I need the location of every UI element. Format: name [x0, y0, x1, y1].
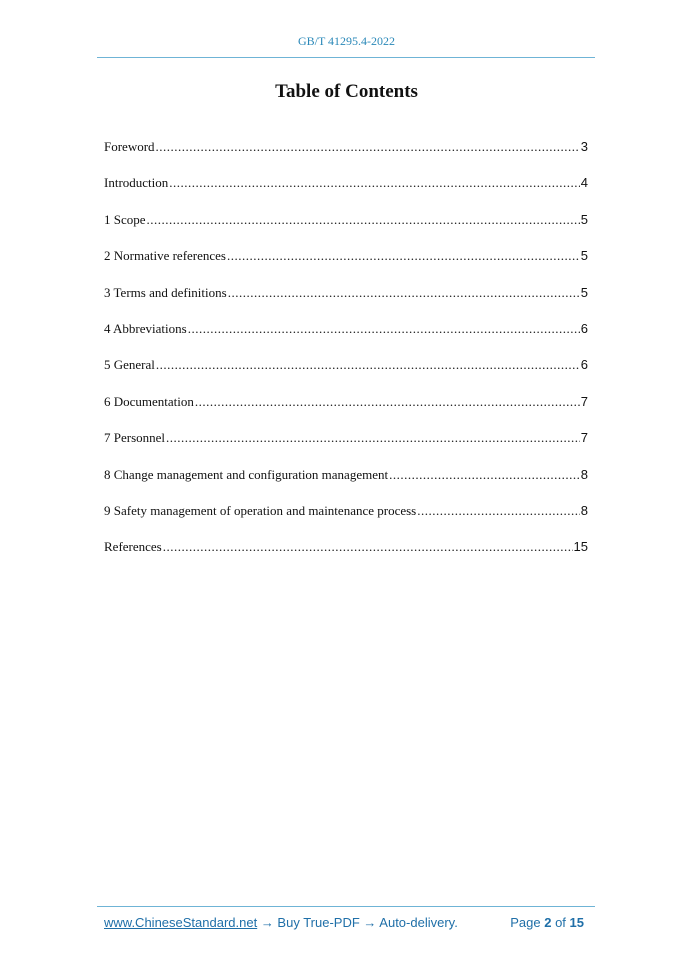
toc-dot-leader — [156, 138, 580, 156]
toc-entry-page: 15 — [573, 539, 588, 555]
toc-entry-documentation[interactable] — [104, 393, 588, 429]
toc-entry-label: 2 Normative references — [104, 248, 226, 264]
toc-entry-label: References — [104, 539, 162, 555]
toc-entry-safety-management[interactable] — [104, 502, 588, 538]
toc-dot-leader — [228, 284, 580, 302]
toc-entry-page: 6 — [580, 320, 588, 336]
toc-entry-normative-references[interactable] — [104, 247, 588, 283]
page-footer — [104, 915, 584, 930]
toc-entry-page: 3 — [580, 139, 588, 154]
toc-entry-label: Introduction — [104, 175, 169, 191]
toc-dot-leader — [227, 247, 580, 265]
toc-entry-label: 7 Personnel — [104, 430, 166, 446]
toc-entry-page: 5 — [580, 248, 588, 264]
toc-entry-label: 3 Terms and definitions — [104, 284, 227, 300]
toc-dot-leader — [195, 393, 580, 411]
toc-entry-page: 5 — [580, 211, 588, 227]
toc-dot-leader — [169, 174, 580, 192]
toc-entry-personnel[interactable] — [104, 429, 588, 465]
footer-promo — [104, 915, 458, 930]
toc-entry-scope[interactable] — [104, 211, 588, 247]
toc-dot-leader — [147, 211, 580, 229]
toc-entry-label: 9 Safety management of operation and maintenance process — [104, 502, 417, 518]
page-word: Page — [510, 915, 541, 930]
toc-entry-page: 8 — [580, 502, 588, 518]
promo-text: → Buy True-PDF → Auto-delivery. — [257, 915, 458, 930]
toc-entry-label: 1 Scope — [104, 211, 146, 227]
toc-dot-leader — [156, 356, 580, 374]
toc-dot-leader — [389, 466, 580, 484]
toc-entry-label: Foreword — [104, 139, 155, 154]
page-title: Table of Contents — [275, 81, 418, 102]
toc-entry-label: 8 Change management and configuration management — [104, 466, 389, 482]
toc-dot-leader — [163, 538, 573, 556]
toc-entry-label: 4 Abbreviations — [104, 320, 187, 336]
toc-entry-abbreviations[interactable] — [104, 320, 588, 356]
toc-entry-page: 8 — [580, 466, 588, 482]
toc-entry-page: 7 — [580, 393, 588, 409]
toc-entry-references[interactable] — [104, 538, 588, 574]
page-indicator — [510, 915, 584, 930]
footer-divider — [97, 906, 595, 907]
toc-dot-leader — [166, 429, 580, 447]
site-link[interactable]: www.ChineseStandard.net — [104, 915, 258, 930]
header-divider — [97, 57, 595, 58]
current-page-number: 2 — [544, 915, 552, 930]
toc-entry-terms-and-definitions[interactable] — [104, 284, 588, 320]
toc-dot-leader — [417, 502, 580, 520]
toc-entry-page: 5 — [580, 284, 588, 300]
toc-entry-introduction[interactable] — [104, 174, 588, 210]
toc-entry-page: 6 — [580, 357, 588, 373]
toc-entry-change-management[interactable] — [104, 466, 588, 502]
toc-entry-label: 6 Documentation — [104, 393, 194, 409]
total-pages-number: 15 — [569, 915, 584, 930]
table-of-contents — [104, 138, 588, 575]
toc-entry-foreword[interactable] — [104, 138, 588, 174]
toc-entry-page: 4 — [580, 175, 588, 191]
toc-dot-leader — [188, 320, 580, 338]
running-header: GB/T 41295.4-2022 — [297, 34, 396, 48]
toc-entry-label: 5 General — [104, 357, 155, 373]
of-word: of — [555, 915, 566, 930]
toc-entry-page: 7 — [580, 430, 588, 446]
toc-entry-general[interactable] — [104, 356, 588, 392]
